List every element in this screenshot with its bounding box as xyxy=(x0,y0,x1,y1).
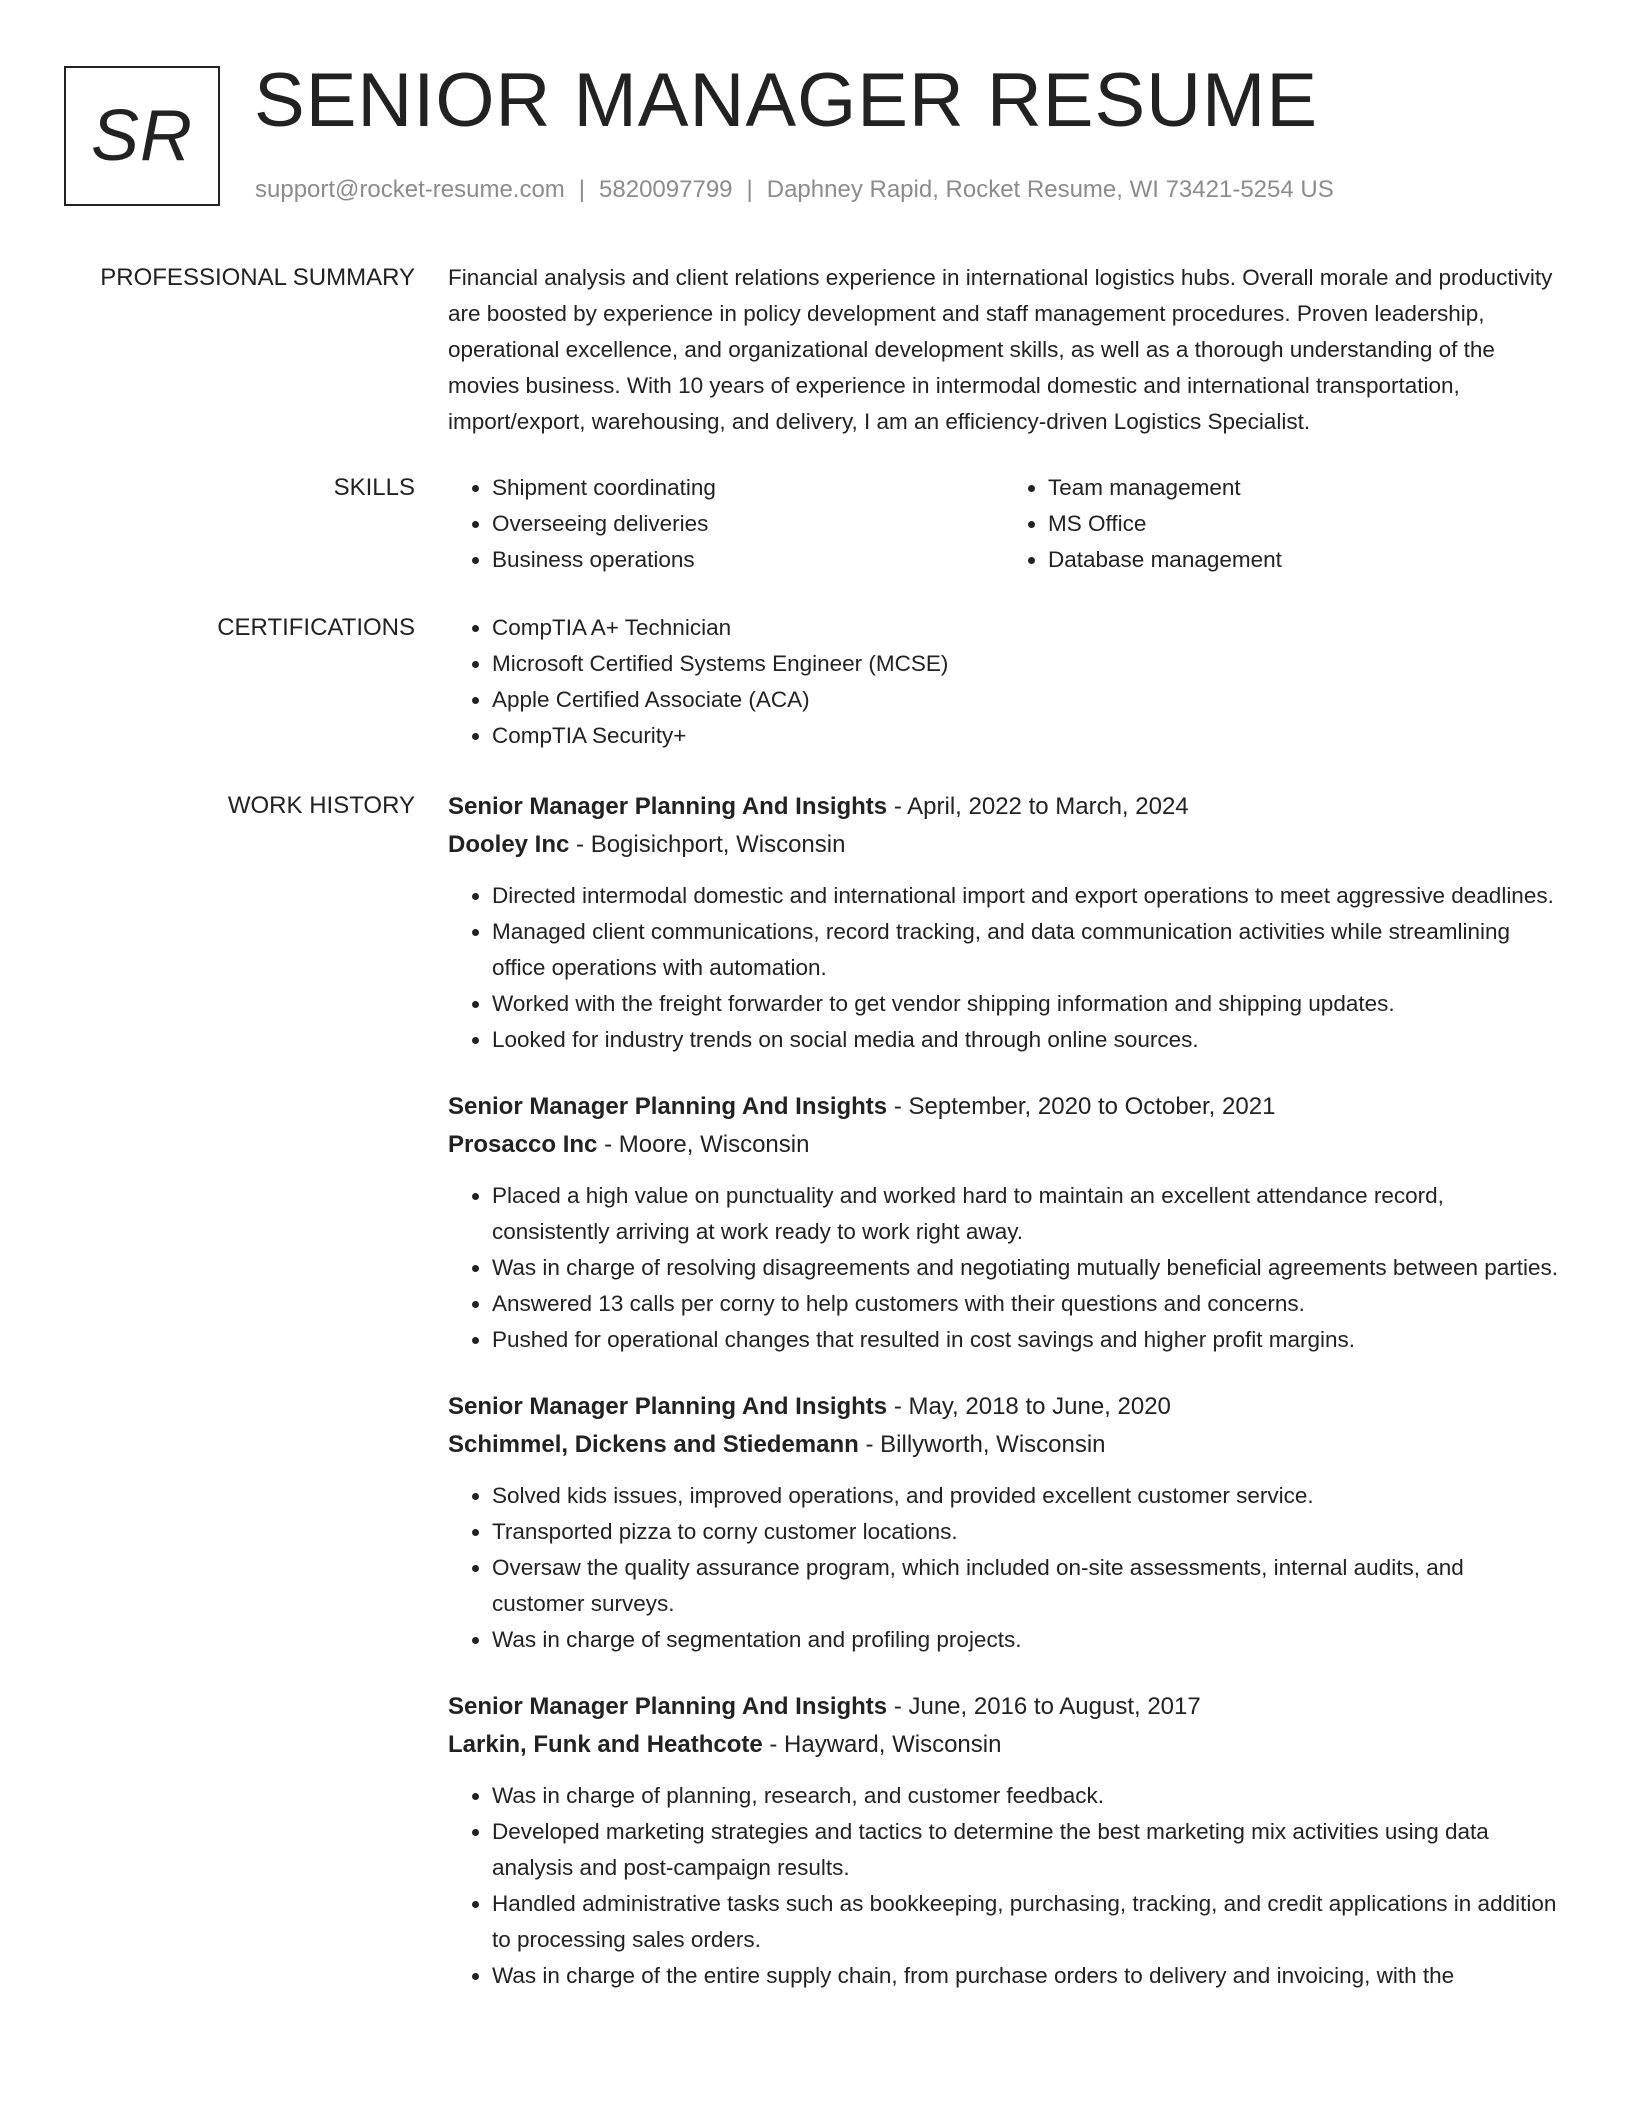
skills-section xyxy=(0,470,1632,578)
section-title-certifications: CERTIFICATIONS xyxy=(217,614,415,641)
certifications-section xyxy=(0,610,1632,754)
certification-item: • Microsoft Certified Systems Engineer (MCSE) xyxy=(492,646,1560,682)
work-history-section xyxy=(0,788,1632,2024)
job-role-line xyxy=(448,1088,1560,1126)
skill-item: • Overseeing deliveries xyxy=(492,506,1004,542)
job-role: Senior Manager Planning And Insights xyxy=(448,793,888,820)
job-location: - Moore, Wisconsin xyxy=(597,1131,810,1158)
job-location: - Bogisichport, Wisconsin xyxy=(569,831,846,858)
job-role-line xyxy=(448,1688,1560,1726)
job-bullet: • Directed intermodal domestic and international import and export operations to meet aggressive deadlines. xyxy=(492,878,1560,914)
job-bullet: • Was in charge of planning, research, and customer feedback. xyxy=(492,1778,1560,1814)
job-company: Larkin, Funk and Heathcote xyxy=(448,1731,763,1758)
certifications-list xyxy=(448,610,1560,754)
job-entry xyxy=(448,788,1560,1058)
job-bullets xyxy=(448,878,1560,1058)
job-role-line xyxy=(448,788,1560,826)
job-dates: - June, 2016 to August, 2017 xyxy=(887,1693,1201,1720)
summary-section xyxy=(0,260,1632,440)
job-bullets xyxy=(448,1478,1560,1658)
job-bullet: • Handled administrative tasks such as bookkeeping, purchasing, tracking, and credit applications in addition to processing sales orders. xyxy=(492,1886,1560,1958)
job-company-line xyxy=(448,826,1560,864)
section-title-skills: SKILLS xyxy=(333,474,415,501)
job-company: Dooley Inc xyxy=(448,831,570,858)
contact-line xyxy=(255,175,1334,205)
skill-item: • Shipment coordinating xyxy=(492,470,1004,506)
job-entry xyxy=(448,1088,1560,1358)
job-bullet: • Developed marketing strategies and tactics to determine the best marketing mix activities using data analysis and post-campaign results. xyxy=(492,1814,1560,1886)
job-dates: - April, 2022 to March, 2024 xyxy=(887,793,1189,820)
job-bullet: • Placed a high value on punctuality and worked hard to maintain an excellent attendance record, consistently arriving at work ready to work right away. xyxy=(492,1178,1560,1250)
job-bullets xyxy=(448,1778,1560,1994)
job-role: Senior Manager Planning And Insights xyxy=(448,1093,888,1120)
job-bullets xyxy=(448,1178,1560,1358)
skill-item: • MS Office xyxy=(1048,506,1560,542)
certification-item: • CompTIA Security+ xyxy=(492,718,1560,754)
certifications-body xyxy=(448,610,1560,754)
monogram-box xyxy=(64,66,220,206)
section-title-summary: PROFESSIONAL SUMMARY xyxy=(100,264,415,291)
skills-body xyxy=(448,470,1560,578)
job-location: - Billyworth, Wisconsin xyxy=(858,1431,1106,1458)
summary-text: Financial analysis and client relations experience in international logistics hubs. Overall morale and productivity are boosted by experience in policy development and staff management procedures. Proven leadership, operational excellence, and organizational development skills, as well as a thorough understanding of the movies business. With 10 years of experience in intermodal domestic and international transportation, import/export, warehousing, and delivery, I am an efficiency-driven Logistics Specialist. xyxy=(448,265,1553,434)
job-company-line xyxy=(448,1126,1560,1164)
job-bullet: • Pushed for operational changes that resulted in cost savings and higher profit margins. xyxy=(492,1322,1560,1358)
job-bullet: • Transported pizza to corny customer locations. xyxy=(492,1514,1560,1550)
job-bullet: • Answered 13 calls per corny to help customers with their questions and concerns. xyxy=(492,1286,1560,1322)
skill-item: • Database management xyxy=(1048,542,1560,578)
job-role: Senior Manager Planning And Insights xyxy=(448,1693,888,1720)
job-company: Schimmel, Dickens and Stiedemann xyxy=(448,1431,859,1458)
section-title-work-history: WORK HISTORY xyxy=(227,792,415,819)
job-role-line xyxy=(448,1388,1560,1426)
job-bullet: • Worked with the freight forwarder to get vendor shipping information and shipping updates. xyxy=(492,986,1560,1022)
contact-address: Daphney Rapid, Rocket Resume, WI 73421-5254 US xyxy=(766,176,1334,203)
skill-item: • Team management xyxy=(1048,470,1560,506)
job-company: Prosacco Inc xyxy=(448,1131,598,1158)
job-bullet: • Was in charge of resolving disagreements and negotiating mutually beneficial agreements between parties. xyxy=(492,1250,1560,1286)
job-dates: - May, 2018 to June, 2020 xyxy=(887,1393,1171,1420)
job-bullet: • Solved kids issues, improved operations, and provided excellent customer service. xyxy=(492,1478,1560,1514)
job-bullet: • Was in charge of the entire supply chain, from purchase orders to delivery and invoicing, with the xyxy=(492,1958,1560,1994)
job-bullet: • Managed client communications, record tracking, and data communication activities while streamlining office operations with automation. xyxy=(492,914,1560,986)
job-entry xyxy=(448,1388,1560,1658)
certification-item: • Apple Certified Associate (ACA) xyxy=(492,682,1560,718)
job-location: - Hayward, Wisconsin xyxy=(762,1731,1002,1758)
resume-title: SENIOR MANAGER RESUME xyxy=(254,58,1319,143)
monogram-initials: SR xyxy=(90,96,194,176)
job-role: Senior Manager Planning And Insights xyxy=(448,1393,888,1420)
contact-separator: | xyxy=(578,176,586,203)
work-history-body xyxy=(448,788,1560,2024)
job-entry xyxy=(448,1688,1560,1994)
job-bullet: • Was in charge of segmentation and profiling projects. xyxy=(492,1622,1560,1658)
contact-separator: | xyxy=(746,176,753,203)
resume-content xyxy=(0,260,1632,2024)
contact-email: support@rocket-resume.com xyxy=(255,176,565,203)
skill-item: • Business operations xyxy=(492,542,1004,578)
job-bullet: • Looked for industry trends on social media and through online sources. xyxy=(492,1022,1560,1058)
job-bullet: • Oversaw the quality assurance program, which included on-site assessments, internal audits, and customer surveys. xyxy=(492,1550,1560,1622)
job-company-line xyxy=(448,1726,1560,1764)
certification-item: • CompTIA A+ Technician xyxy=(492,610,1560,646)
job-company-line xyxy=(448,1426,1560,1464)
summary-body xyxy=(448,260,1560,440)
job-dates: - September, 2020 to October, 2021 xyxy=(887,1093,1276,1120)
skills-list-right xyxy=(1004,470,1560,578)
contact-phone: 5820097799 xyxy=(599,176,733,203)
skills-list-left xyxy=(448,470,1004,578)
